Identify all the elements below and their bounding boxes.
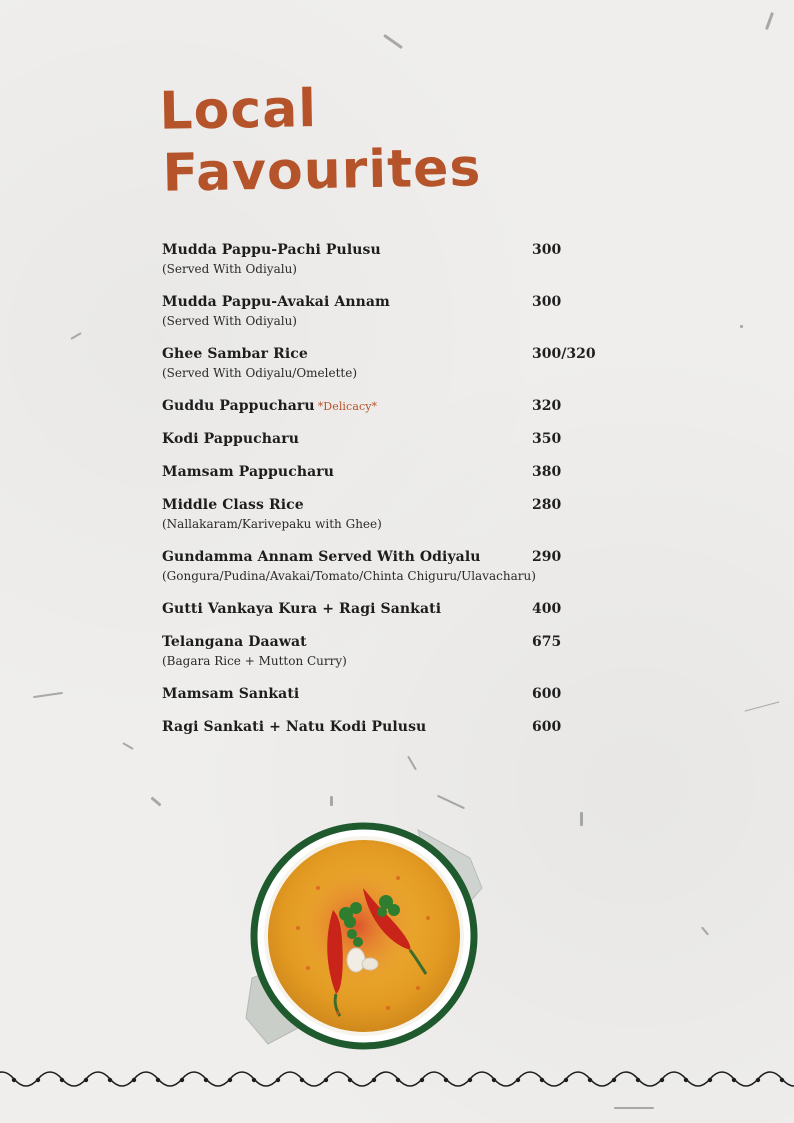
paper-speck xyxy=(580,812,583,826)
garlic-shape xyxy=(362,958,378,970)
wave-dot xyxy=(12,1078,16,1082)
menu-item xyxy=(162,463,602,482)
paper-speck xyxy=(330,796,333,806)
menu-item-price: 350 xyxy=(532,431,562,447)
wave-dot xyxy=(636,1078,640,1082)
wave-dot xyxy=(540,1078,544,1082)
menu-item-name: Gundamma Annam Served With Odiyalu xyxy=(162,549,481,565)
menu-item xyxy=(162,345,602,383)
menu-item-price: 320 xyxy=(532,398,562,414)
menu-item xyxy=(162,685,602,704)
wave-dot xyxy=(684,1078,688,1082)
menu-item-name: Kodi Pappucharu xyxy=(162,431,299,447)
wave-dot xyxy=(372,1078,376,1082)
wave-dot xyxy=(228,1078,232,1082)
menu-item-description: (Bagara Rice + Mutton Curry) xyxy=(162,654,347,668)
wave-dot xyxy=(612,1078,616,1082)
menu-item-price: 300 xyxy=(532,294,562,310)
wave-dot xyxy=(780,1078,784,1082)
wave-dots xyxy=(12,1078,784,1082)
menu-item-description: (Served With Odiyalu/Omelette) xyxy=(162,366,358,380)
menu-item xyxy=(162,397,602,416)
paper-speck xyxy=(383,34,403,49)
menu-item-name: Ragi Sankati + Natu Kodi Pulusu xyxy=(162,719,427,735)
wave-dot xyxy=(324,1078,328,1082)
menu-item-price: 290 xyxy=(532,549,562,565)
menu-item-name: Mamsam Pappucharu xyxy=(162,464,335,480)
menu-item xyxy=(162,548,602,586)
menu-item xyxy=(162,496,602,534)
menu-item xyxy=(162,718,602,737)
delicacy-note: *Delicacy* xyxy=(317,400,378,413)
wave-dot xyxy=(420,1078,424,1082)
wave-dot xyxy=(492,1078,496,1082)
menu-item-name: Gutti Vankaya Kura + Ragi Sankati xyxy=(162,601,442,617)
menu-item-price: 675 xyxy=(532,634,562,650)
page-title xyxy=(159,75,482,205)
menu-item-price: 280 xyxy=(532,497,562,513)
wave-dot xyxy=(708,1078,712,1082)
menu-item xyxy=(162,600,602,619)
menu-list xyxy=(162,241,602,751)
menu-item xyxy=(162,633,602,671)
wave-dot xyxy=(60,1078,64,1082)
wave-dot xyxy=(516,1078,520,1082)
menu-item-name: Mamsam Sankati xyxy=(162,686,300,702)
wave-dot xyxy=(180,1078,184,1082)
wave-dot xyxy=(756,1078,760,1082)
wave-dot xyxy=(396,1078,400,1082)
wave-dot xyxy=(36,1078,40,1082)
menu-item xyxy=(162,430,602,449)
menu-item-description: (Nallakaram/Karivepaku with Ghee) xyxy=(162,517,382,531)
paper-speck xyxy=(740,325,743,328)
menu-item-price: 300 xyxy=(532,242,562,258)
menu-item-description: (Gongura/Pudina/Avakai/Tomato/Chinta Chiguru/Ulavacharu) xyxy=(162,569,536,583)
paper-speck xyxy=(122,742,133,750)
wave-dot xyxy=(252,1078,256,1082)
wave-dot xyxy=(108,1078,112,1082)
wave-dot xyxy=(732,1078,736,1082)
menu-item-price: 600 xyxy=(532,686,562,702)
wave-dot xyxy=(204,1078,208,1082)
menu-item-price: 380 xyxy=(532,464,562,480)
menu-item-price: 300/320 xyxy=(532,346,596,362)
wave-dot xyxy=(660,1078,664,1082)
wave-dot xyxy=(276,1078,280,1082)
wave-dot xyxy=(468,1078,472,1082)
menu-item-description: (Served With Odiyalu) xyxy=(162,262,297,276)
wave-dot xyxy=(156,1078,160,1082)
paper-speck xyxy=(701,927,709,936)
menu-item-name: Guddu Pappucharu *Delicacy* xyxy=(162,398,378,414)
paper-speck xyxy=(765,12,774,30)
menu-item xyxy=(162,241,602,279)
menu-item-name: Middle Class Rice xyxy=(162,497,304,513)
paper-speck xyxy=(70,332,81,340)
title-line-1: Local xyxy=(158,79,318,142)
menu-item-name: Mudda Pappu-Pachi Pulusu xyxy=(162,242,381,258)
wave-dot xyxy=(300,1078,304,1082)
menu-item-name: Ghee Sambar Rice xyxy=(162,346,308,362)
paper-speck xyxy=(33,692,63,698)
menu-item-name: Telangana Daawat xyxy=(162,634,307,650)
wave-dot xyxy=(444,1078,448,1082)
wave-dot xyxy=(588,1078,592,1082)
menu-item-description: (Served With Odiyalu) xyxy=(162,314,297,328)
decorative-wave-border xyxy=(0,1064,794,1094)
paper-speck xyxy=(437,795,465,809)
menu-item-price: 400 xyxy=(532,601,562,617)
title-line-2: Favourites xyxy=(162,138,482,204)
wave-dot xyxy=(132,1078,136,1082)
wave-dot xyxy=(564,1078,568,1082)
menu-item xyxy=(162,293,602,331)
dal-bowl-icon xyxy=(238,818,488,1054)
wave-dot xyxy=(84,1078,88,1082)
paper-speck xyxy=(744,701,779,711)
garlic-shape xyxy=(347,948,365,972)
paper-speck xyxy=(150,796,161,806)
wave-dot xyxy=(348,1078,352,1082)
menu-item-name: Mudda Pappu-Avakai Annam xyxy=(162,294,390,310)
menu-item-price: 600 xyxy=(532,719,562,735)
paper-speck xyxy=(407,756,417,771)
paper-speck xyxy=(614,1107,654,1109)
